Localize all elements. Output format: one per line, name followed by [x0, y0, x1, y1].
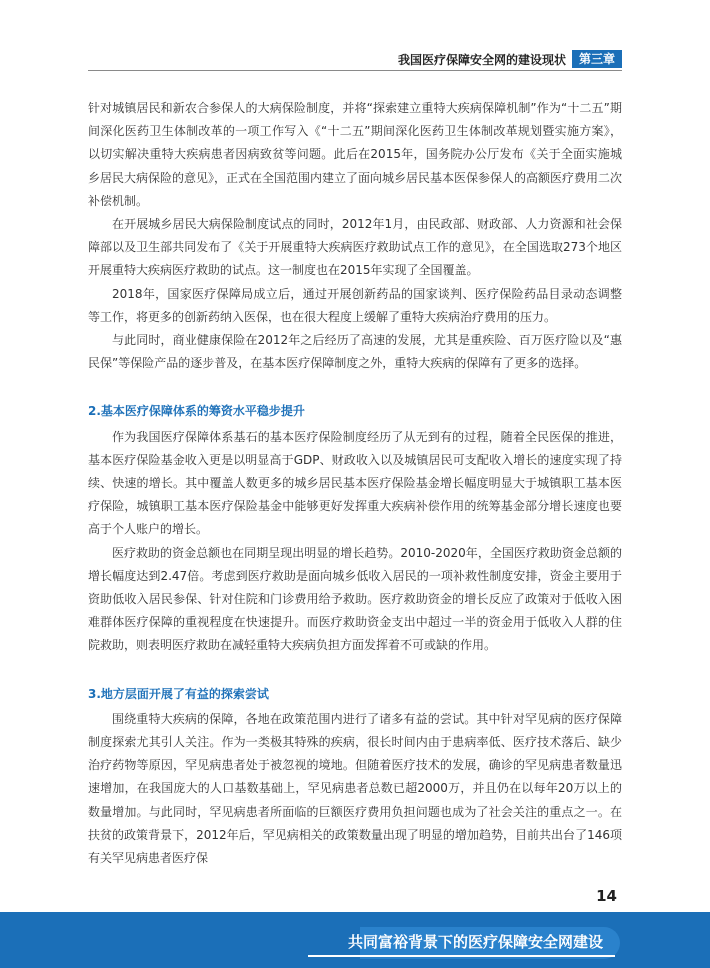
section-heading: 3.地方层面开展了有益的探索尝试	[88, 686, 269, 701]
body-paragraph: 作为我国医疗保障体系基石的基本医疗保险制度经历了从无到有的过程，随着全民医保的推进，基本医疗保险基金收入更是以明显高于GDP、财政收入以及城镇居民可支配收入增长的速度实现了持续、快速的增长。其中覆盖人数更多的城乡居民基本医疗保险基金增长幅度明显大于城镇职工基本医疗保险，城镇职工基本医疗保险基金中能够更好发挥重大疾病补偿作用的统筹基金部分增长速度也要高于个人账户的增长。	[88, 429, 622, 537]
page-body	[88, 97, 622, 870]
running-header	[398, 50, 622, 68]
footer-title: 共同富裕背景下的医疗保障安全网建设	[308, 931, 615, 957]
header-divider	[88, 70, 622, 71]
section-heading: 2.基本医疗保障体系的筹资水平稳步提升	[88, 404, 305, 419]
body-paragraph: 与此同时，商业健康保险在2012年之后经历了高速的发展，尤其是重疾险、百万医疗险以及“惠民保”等保险产品的逐步普及，在基本医疗保障制度之外，重特大疾病的保障有了更多的选择。	[88, 333, 622, 371]
body-paragraph: 针对城镇居民和新农合参保人的大病保险制度，并将“探索建立重特大疾病保障机制”作为“十二五”期间深化医药卫生体制改革的一项工作写入《“十二五”期间深化医药卫生体制改革规划暨实施方案》，以切实解决重特大疾病患者因病致贫等问题。此后在2015年，国务院办公厅发布《关于全面实施城乡居民大病保险的意见》，正式在全国范围内建立了面向城乡居民基本医保参保人的高额医疗费用二次补偿机制。	[88, 101, 623, 208]
page-number: 14	[596, 887, 617, 905]
body-paragraph: 在开展城乡居民大病保险制度试点的同时，2012年1月，由民政部、财政部、人力资源和社会保障部以及卫生部共同发布了《关于开展重特大疾病医疗救助试点工作的意见》，在全国选取273个地区开展重特大疾病医疗救助的试点。这一制度也在2015年实现了全国覆盖。	[88, 217, 622, 278]
body-paragraph: 医疗救助的资金总额也在同期呈现出明显的增长趋势。2010-2020年，全国医疗救助资金总额的增长幅度达到2.47倍。考虑到医疗救助是面向城乡低收入居民的一项补救性制度安排，资金主要用于资助低收入居民参保、针对住院和门诊费用给予救助。医疗救助资金的增长反应了政策对于低收入困难群体医疗保障的重视程度在快速提升。而医疗救助资金支出中超过一半的资金用于低收入人群的住院救助，则表明医疗救助在减轻重特大疾病负担方面发挥着不可或缺的作用。	[88, 545, 622, 653]
chapter-badge: 第三章	[572, 50, 622, 68]
body-paragraph: 围绕重特大疾病的保障，各地在政策范围内进行了诸多有益的尝试。其中针对罕见病的医疗保障制度探索尤其引人关注。作为一类极其特殊的疾病，很长时间内由于患病率低、医疗技术落后、缺少治疗药物等原因，罕见病患者处于被忽视的境地。但随着医疗技术的发展，确诊的罕见病患者数量迅速增加，在我国庞大的人口基数基础上，罕见病患者总数已超2000万，并且仍在以每年20万以上的数量增加。与此同时，罕见病患者所面临的巨额医疗费用负担问题也成为了社会关注的重点之一。在扶贫的政策背景下，2012年后，罕见病相关的政策数量出现了明显的增加趋势，目前共出台了146项有关罕见病患者医疗保	[88, 711, 622, 866]
footer-band	[0, 912, 710, 968]
running-header-title: 我国医疗保障安全网的建设现状	[397, 52, 566, 67]
body-paragraph: 2018年，国家医疗保障局成立后，通过开展创新药品的国家谈判、医疗保险药品目录动态调整等工作，将更多的创新药纳入医保，也在很大程度上缓解了重特大疾病治疗费用的压力。	[88, 286, 622, 324]
